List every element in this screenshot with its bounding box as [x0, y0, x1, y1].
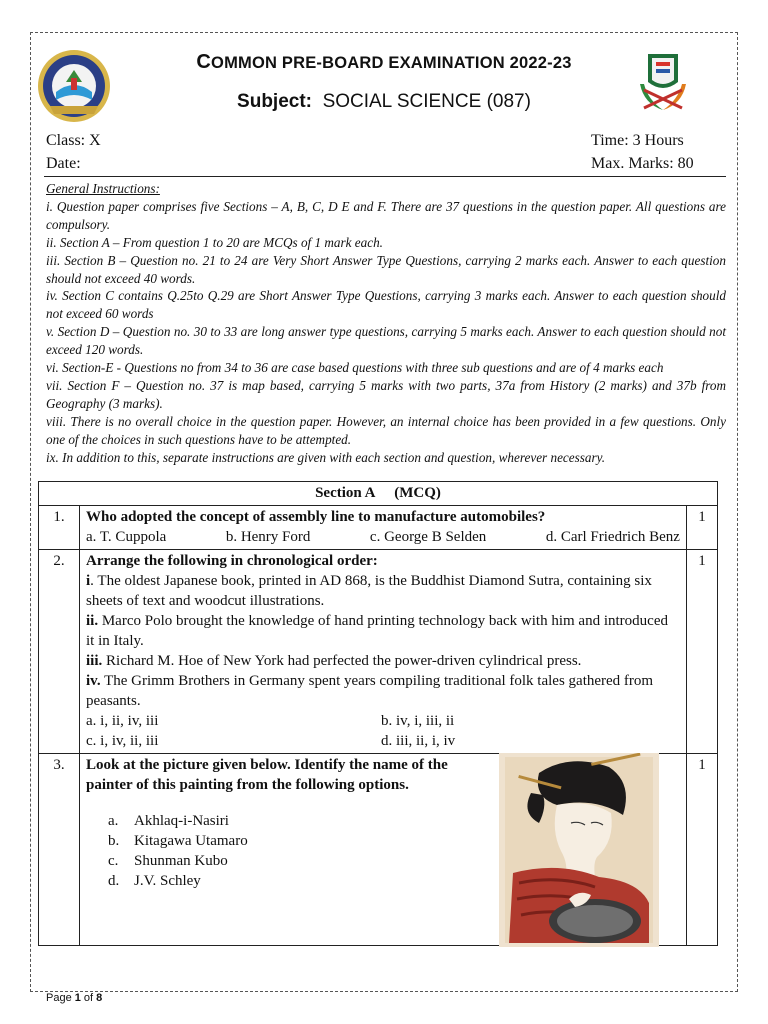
section-header-row	[39, 482, 718, 506]
question-row	[39, 506, 718, 550]
question-text: Arrange the following in chronological order:	[86, 553, 378, 569]
section-a-heading: Section A (MCQ)	[39, 482, 718, 506]
header-rule	[44, 176, 726, 177]
instruction-item: viii. There is no overall choice in the question paper. However, an internal choice has been provided in a few questions. Only one of the choices in such questions have to be attempted.	[46, 413, 726, 447]
question-body	[80, 550, 687, 754]
statement-1: i. The oldest Japanese book, printed in AD 868, is the Buddhist Diamond Sutra, containing six sheets of text and woodcut illustrations.	[86, 573, 652, 609]
question-number: 3.	[39, 754, 80, 946]
option-b: b. iv, i, iii, ii	[381, 713, 455, 729]
instruction-item: iii. Section B – Question no. 21 to 24 are Very Short Answer Type Questions, carrying 2 marks each. Answer to each question should not exceed 40 words.	[46, 252, 726, 286]
statement-2: ii. Marco Polo brought the knowledge of hand printing technology back with him and introduced it in Italy.	[86, 613, 668, 649]
date-label: Date:	[46, 155, 81, 172]
instruction-item: iv. Section C contains Q.25to Q.29 are Short Answer Type Questions, carrying 3 marks each. Answer to each question should not exceed 60 words	[46, 288, 726, 322]
option-a: a. i, ii, iv, iii	[86, 713, 159, 729]
option-b: b. Kitagawa Utamaro	[108, 833, 248, 849]
instruction-item: vii. Section F – Question no. 37 is map based, carrying 5 marks with two parts, 37a from History (2 marks) and 37b from Geography (3 marks).	[46, 377, 726, 411]
subject-value: SOCIAL SCIENCE (087)	[322, 91, 531, 112]
options-row	[86, 731, 680, 751]
question-marks: 1	[687, 754, 718, 946]
options-row	[86, 711, 680, 731]
question-body	[80, 754, 687, 946]
statement-4: iv. The Grimm Brothers in Germany spent years compiling traditional folk tales gathered from peasants.	[86, 673, 654, 709]
question-text: Look at the picture given below. Identify the name of the painter of this painting from the following options.	[86, 757, 448, 793]
question-row	[39, 550, 718, 754]
question-row	[39, 754, 718, 946]
subject-label: Subject:	[237, 91, 312, 112]
option-d: d. iii, ii, i, iv	[381, 733, 456, 749]
instruction-item: v. Section D – Question no. 30 to 33 are long answer type questions, carrying 5 marks each. Answer to each question should not exceed 120 words.	[46, 324, 726, 358]
option-c: c. Shunman Kubo	[108, 853, 228, 869]
subject-line	[0, 91, 768, 113]
option-a: a. T. Cuppola	[86, 529, 167, 545]
exam-title: COMMON PRE-BOARD EXAMINATION 2022-23	[196, 51, 572, 73]
options-row	[86, 527, 680, 547]
question-number: 2.	[39, 550, 80, 754]
option-c: c. George B Selden	[369, 529, 487, 545]
statement-3: iii. Richard M. Hoe of New York had perfected the power-driven cylindrical press.	[86, 653, 582, 669]
option-d: d. J.V. Schley	[108, 873, 201, 889]
instruction-item: i. Question paper comprises five Sections – A, B, C, D E and F. There are 37 questions in the question paper. All questions are compulsory.	[46, 198, 726, 232]
instructions-heading: General Instructions:	[46, 181, 160, 196]
page-footer: Page 1 of 8	[46, 992, 103, 1004]
option-a: a. Akhlaq-i-Nasiri	[108, 813, 229, 829]
instruction-item: ii. Section A – From question 1 to 20 are MCQs of 1 mark each.	[46, 234, 383, 250]
question-body	[80, 506, 687, 550]
instruction-item: vi. Section-E - Questions no from 34 to 36 are case based questions with three sub questions and are of 4 marks each	[46, 360, 664, 376]
question-table	[38, 481, 718, 946]
max-marks-label: Max. Marks: 80	[591, 155, 694, 172]
woodblock-painting-image	[499, 753, 659, 947]
time-label: Time: 3 Hours	[591, 132, 684, 149]
option-c: c. i, iv, ii, iii	[86, 733, 159, 749]
option-d: d. Carl Friedrich Benz	[545, 529, 680, 545]
question-text: Who adopted the concept of assembly line to manufacture automobiles?	[86, 509, 546, 525]
class-label: Class: X	[46, 132, 101, 149]
question-marks: 1	[687, 550, 718, 754]
general-instructions	[46, 180, 726, 467]
question-number: 1.	[39, 506, 80, 550]
option-b: b. Henry Ford	[225, 529, 311, 545]
instruction-item: ix. In addition to this, separate instructions are given with each section and question, wherever necessary.	[46, 449, 606, 465]
question-marks: 1	[687, 506, 718, 550]
